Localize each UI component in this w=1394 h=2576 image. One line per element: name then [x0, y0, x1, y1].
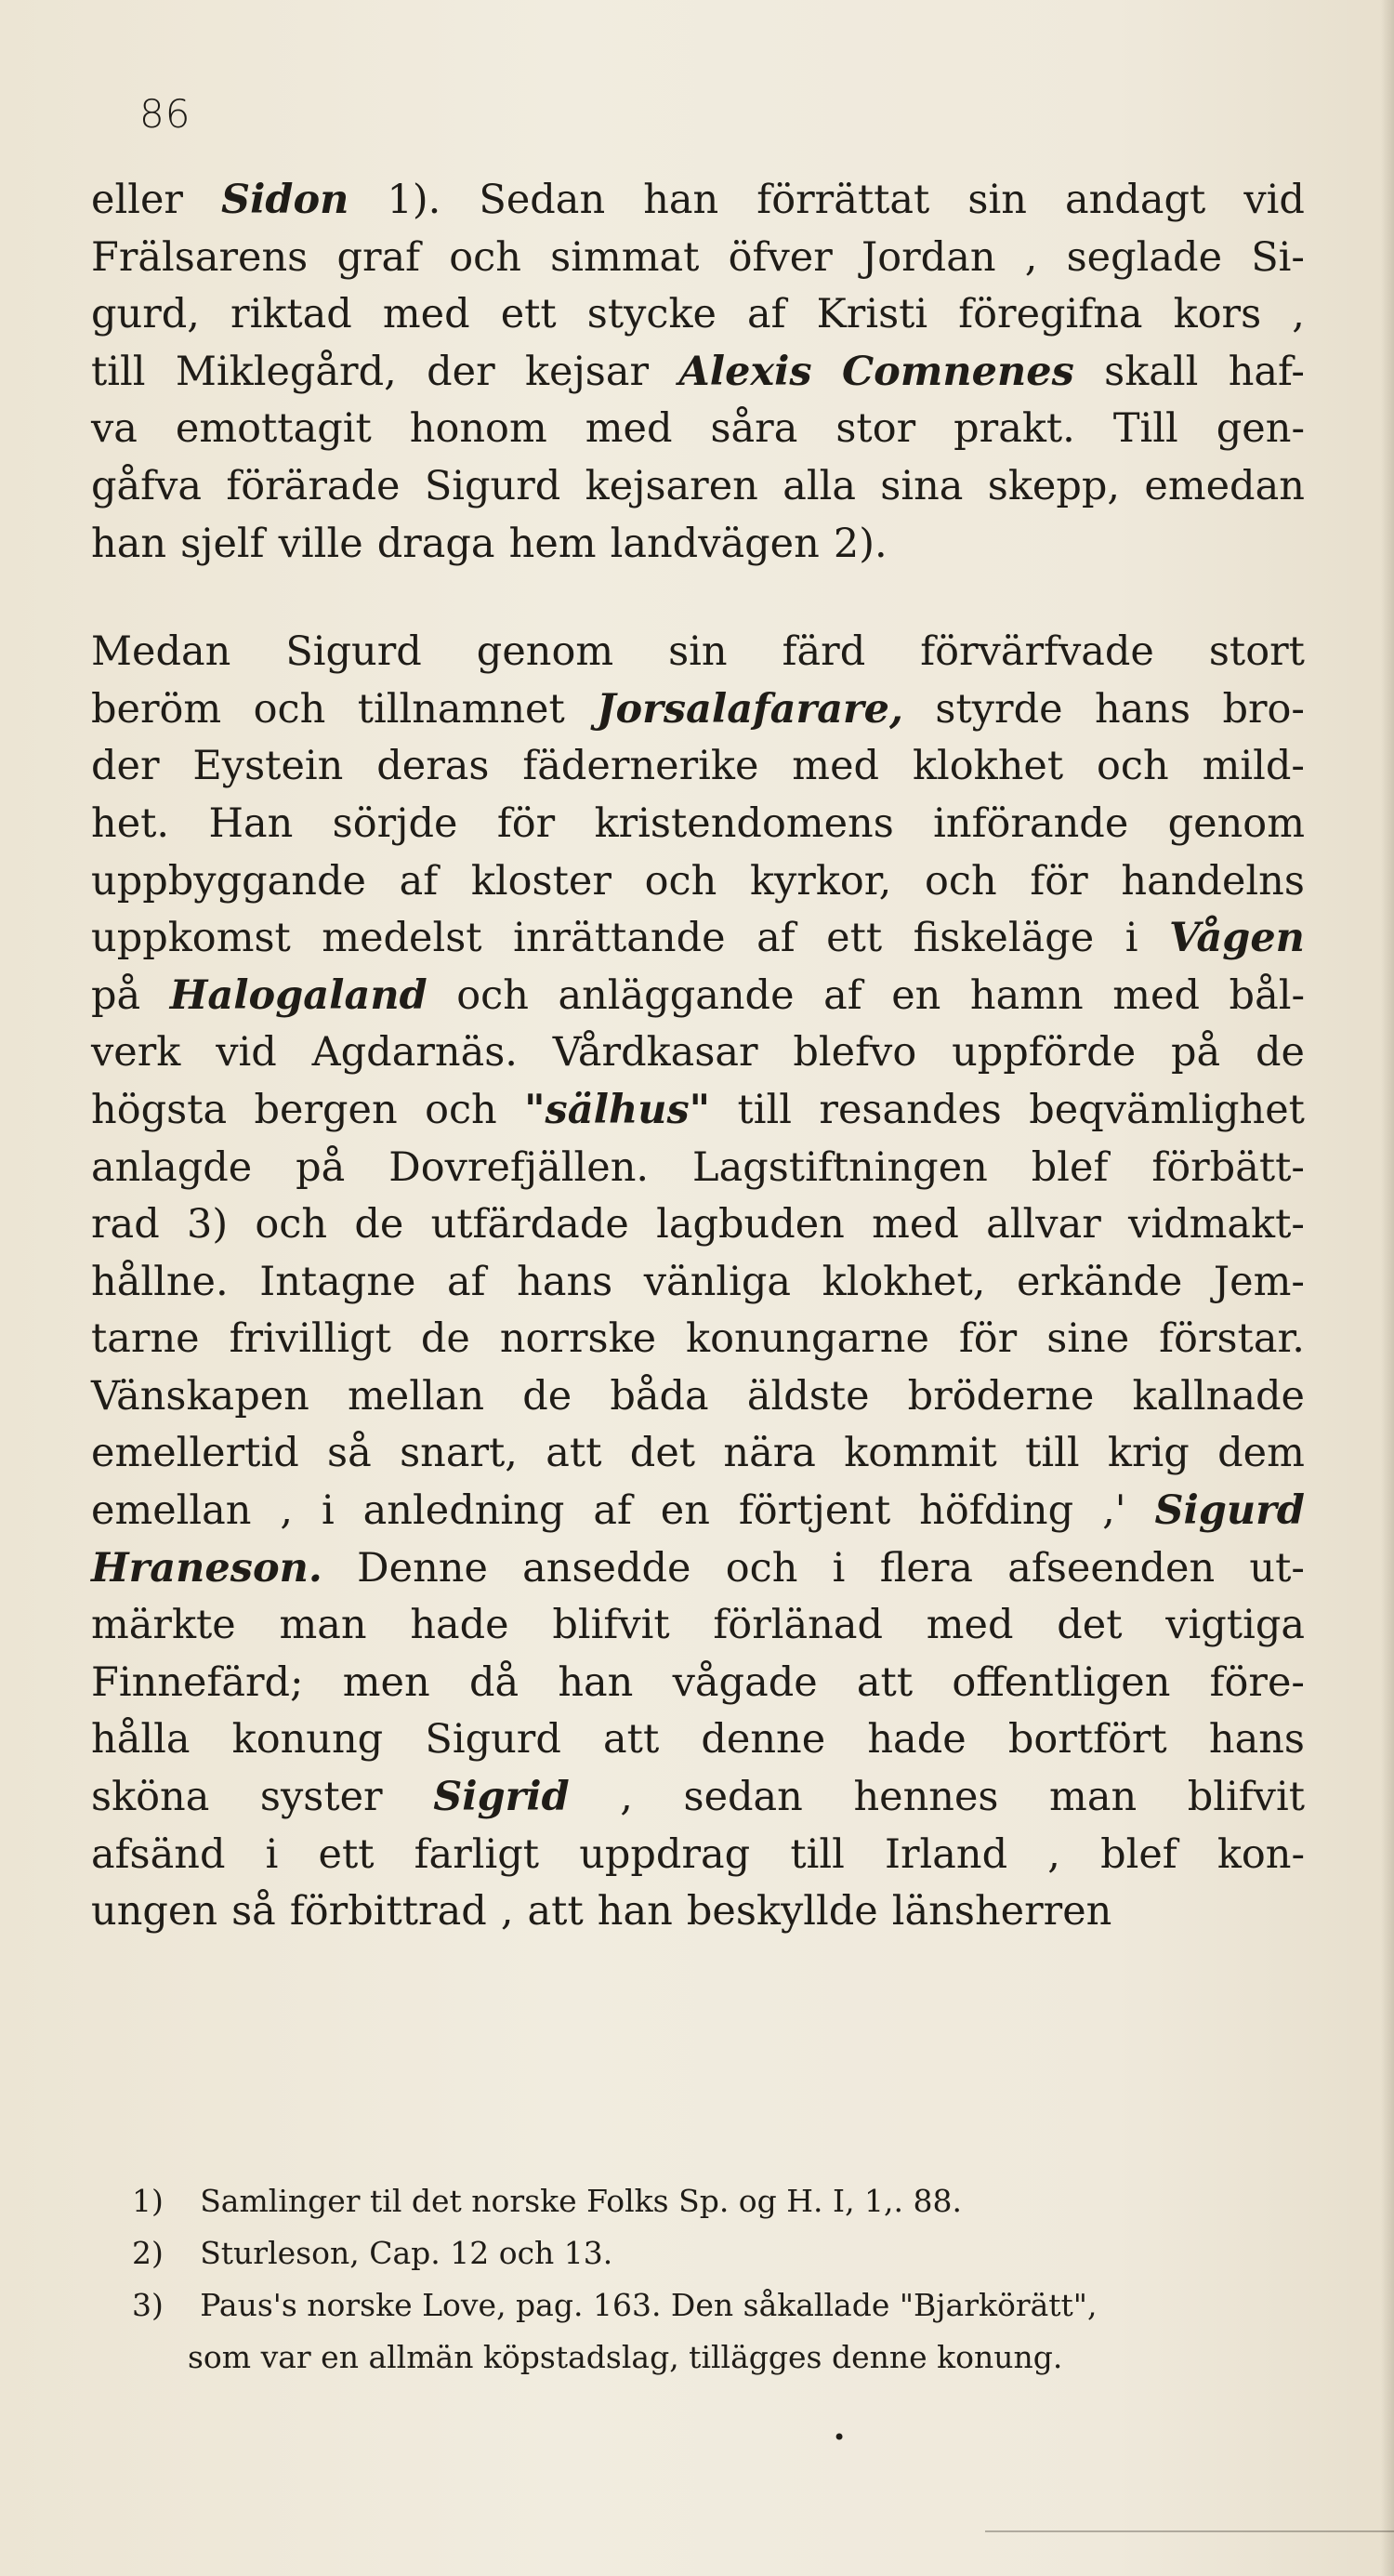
text-line: gurd, riktad med ett stycke af Kristi föregifna kors ,: [91, 291, 1305, 338]
text-line: på Halogaland och anläggande af en hamn med bål-: [91, 971, 1305, 1019]
body-text: [91, 172, 1305, 1941]
paragraph-1: [91, 172, 1305, 573]
footnote: [132, 2332, 1305, 2384]
footnote: [132, 2175, 1305, 2227]
text-line: hållne. Intagne af hans vänliga klokhet, erkände Jem-: [91, 1258, 1305, 1305]
text-line: hålla konung Sigurd att denne hade bortfört hans: [91, 1716, 1305, 1764]
text-line: högsta bergen och "sälhus" till resandes beqvämlighet: [91, 1086, 1305, 1133]
footnote-text: som var en allmän köpstadslag, tillägges denne konung.: [188, 2339, 1063, 2375]
footnote-number: 2): [132, 2235, 164, 2271]
printer-mark: •: [833, 2424, 847, 2451]
text-line: tarne frivilligt de norrske konungarne för sine förstar.: [91, 1315, 1305, 1363]
page-edge-shadow: [1381, 0, 1394, 2576]
footnote-number: 3): [132, 2287, 164, 2323]
text-line: emellertid så snart, att det nära kommit till krig dem: [91, 1430, 1305, 1477]
text-line: Medan Sigurd genom sin färd förvärfvade stort: [91, 628, 1305, 676]
text-line: rad 3) och de utfärdade lagbuden med allvar vidmakt-: [91, 1201, 1305, 1248]
text-line: sköna syster Sigrid , sedan hennes man blifvit: [91, 1774, 1305, 1821]
text-line: gåfva förärade Sigurd kejsaren alla sina skepp, emedan: [91, 462, 1305, 509]
text-line: emellan , i anledning af en förtjent höfding ,' Sigurd: [91, 1487, 1305, 1535]
text-line: verk vid Agdarnäs. Vårdkasar blefvo uppförde på de: [91, 1029, 1305, 1077]
text-line: eller Sidon 1). Sedan han förrättat sin andagt vid: [91, 177, 1305, 223]
text-line: het. Han sörjde för kristendomens införande genom: [91, 799, 1305, 847]
text-line: Hraneson. Denne ansedde och i flera afseenden ut-: [91, 1544, 1305, 1592]
footnote-text: Samlinger til det norske Folks Sp. og H. I, 1,. 88.: [200, 2183, 962, 2219]
paragraph-2: [91, 624, 1305, 1941]
footnote: [132, 2227, 1305, 2279]
footnote-text: Paus's norske Love, pag. 163. Den såkallade "Bjarkörätt",: [200, 2287, 1098, 2323]
footnote-text: Sturleson, Cap. 12 och 13.: [200, 2235, 613, 2271]
text-line: till Miklegård, der kejsar Alexis Comnenes skall haf-: [91, 348, 1305, 395]
text-line: Frälsarens graf och simmat öfver Jordan , seglade Si-: [91, 233, 1305, 281]
text-line: afsänd i ett farligt uppdrag till Irland , blef kon-: [91, 1830, 1305, 1878]
text-line: märkte man hade blifvit förlänad med det vigtiga: [91, 1602, 1305, 1649]
text-line: ungen så förbittrad , att han beskyllde länsherren: [91, 1888, 1112, 1935]
text-line: der Eystein deras fädernerike med klokhet och mild-: [91, 743, 1305, 790]
text-line: uppkomst medelst inrättande af ett fiskeläge i Vågen: [91, 915, 1305, 962]
text-line: beröm och tillnamnet Jorsalafarare, styrde hans bro-: [91, 685, 1305, 733]
text-line: va emottagit honom med såra stor prakt. Till gen-: [91, 405, 1305, 453]
text-line: uppbyggande af kloster och kyrkor, och för handelns: [91, 857, 1305, 905]
text-line: anlagde på Dovrefjällen. Lagstiftningen blef förbätt-: [91, 1143, 1305, 1191]
text-line: han sjelf ville draga hem landvägen 2).: [91, 520, 888, 567]
footnote: [132, 2279, 1305, 2332]
page-bottom-rule: [985, 2530, 1394, 2532]
text-line: Finnefärd; men då han vågade att offentligen före-: [91, 1658, 1305, 1706]
footnote-number: 1): [132, 2183, 164, 2219]
text-line: Vänskapen mellan de båda äldste bröderne kallnade: [91, 1372, 1305, 1420]
footnotes: [132, 2175, 1305, 2384]
page-number: 86: [139, 91, 191, 137]
